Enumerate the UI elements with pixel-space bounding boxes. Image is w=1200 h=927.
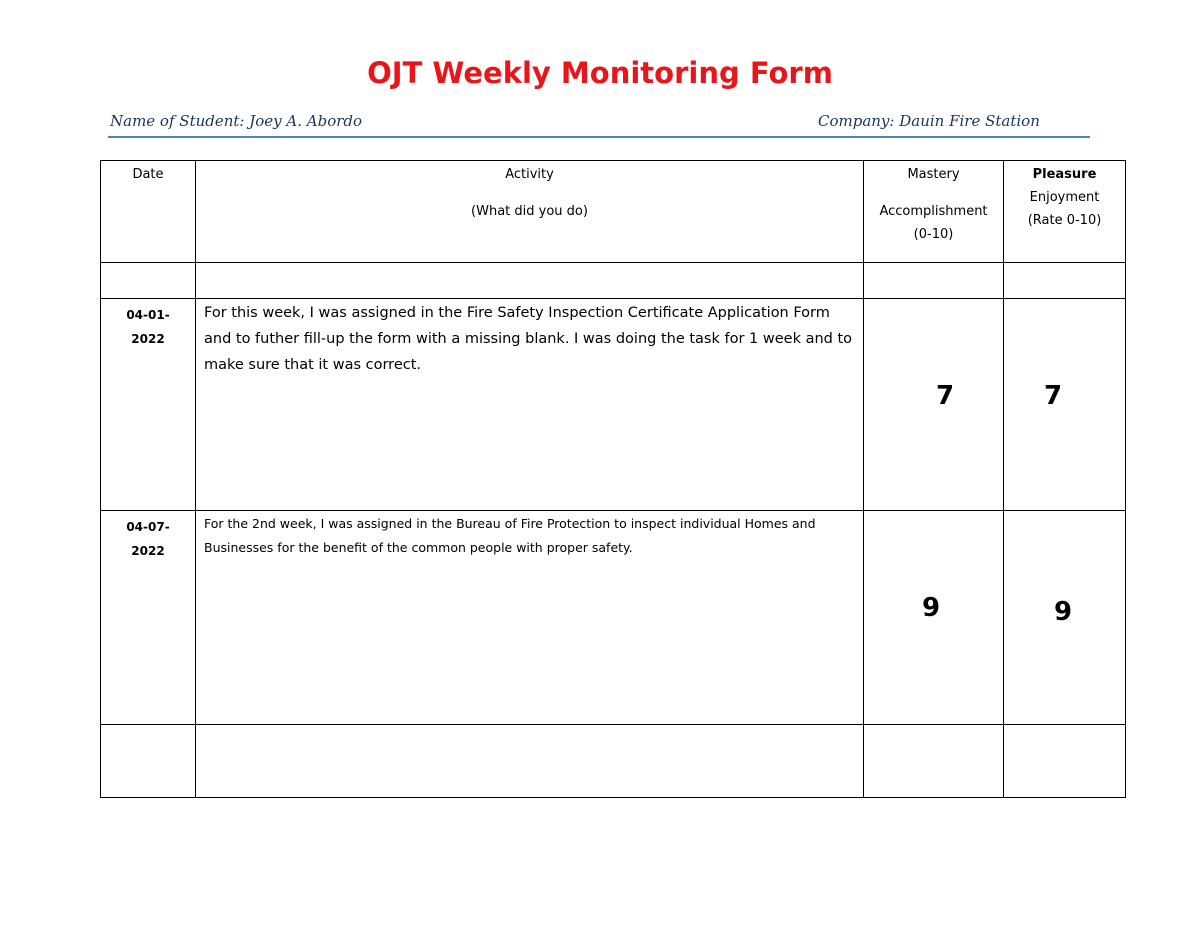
header-pleasure-range: (Rate 0-10): [1027, 213, 1102, 228]
header-pleasure: [1004, 161, 1126, 263]
empty-cell: [196, 263, 864, 299]
week-2-date-line2: 2022: [131, 544, 165, 558]
week-1-activity: For this week, I was assigned in the Fire Safety Inspection Certificate Application Form and to futher fill-up the form with a missing blank. I was doing the task for 1 week and to make sure that it was correct.: [196, 299, 864, 511]
week-2-date-line1: 04-07-: [126, 520, 170, 534]
header-mastery: [864, 161, 1004, 263]
week-1-date-line2: 2022: [131, 332, 165, 346]
header-activity: [196, 161, 864, 263]
empty-cell: [101, 263, 196, 299]
week-1-pleasure-cell: [1004, 299, 1126, 511]
week-2-pleasure-score: 9: [1054, 597, 1073, 627]
week-1-date: [101, 299, 196, 511]
header-activity-sub: (What did you do): [471, 204, 588, 219]
header-mastery-range: (0-10): [913, 227, 954, 242]
empty-cell: [196, 725, 864, 798]
week-2-pleasure-cell: [1004, 511, 1126, 725]
table-row-empty: [101, 725, 1126, 798]
week-1-pleasure-score: 7: [1044, 381, 1063, 411]
student-info-line: [108, 110, 1090, 138]
header-date: [101, 161, 196, 263]
table-row-empty: [101, 263, 1126, 299]
header-mastery-label: Mastery: [907, 167, 960, 182]
header-date-label: Date: [132, 167, 164, 182]
empty-cell: [1004, 263, 1126, 299]
student-name: Name of Student: Joey A. Abordo: [110, 112, 363, 130]
table-row-week-2: [101, 511, 1126, 725]
week-2-mastery-cell: [864, 511, 1004, 725]
header-pleasure-label: Pleasure: [1032, 167, 1097, 182]
week-1-date-line1: 04-01-: [126, 308, 170, 322]
company-name: Company: Dauin Fire Station: [818, 112, 1040, 130]
empty-cell: [864, 725, 1004, 798]
empty-cell: [101, 725, 196, 798]
week-1-mastery-cell: [864, 299, 1004, 511]
header-activity-label: Activity: [505, 167, 554, 182]
empty-cell: [1004, 725, 1126, 798]
monitoring-table: [100, 160, 1126, 798]
header-mastery-sub: Accomplishment: [879, 204, 988, 219]
week-1-mastery-score: 7: [936, 381, 955, 411]
table-header-row: [101, 161, 1126, 263]
form-title: OJT Weekly Monitoring Form: [367, 56, 833, 90]
week-2-activity: For the 2nd week, I was assigned in the Bureau of Fire Protection to inspect individual Homes and Businesses for the benefit of the common people with proper safety.: [196, 511, 864, 725]
week-2-mastery-score: 9: [922, 593, 941, 623]
week-2-date: [101, 511, 196, 725]
empty-cell: [864, 263, 1004, 299]
header-pleasure-sub: Enjoyment: [1029, 190, 1100, 205]
table-row-week-1: [101, 299, 1126, 511]
